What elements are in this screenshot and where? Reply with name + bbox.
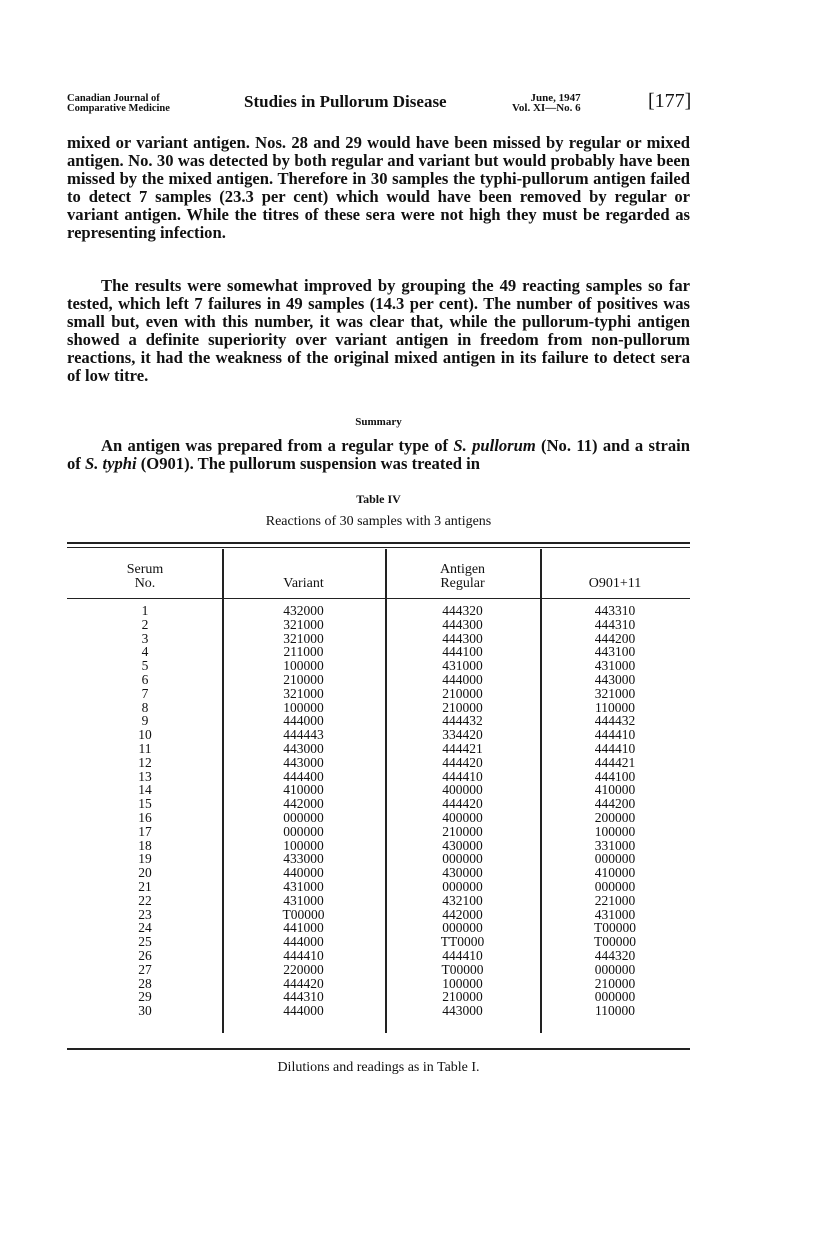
regular-value: 444100 — [442, 644, 483, 660]
serum-number: 21 — [138, 879, 152, 894]
serum-number: 11 — [138, 741, 152, 756]
serum-number: 23 — [138, 906, 152, 922]
variant-value: 100000 — [283, 699, 324, 715]
variant-value: 100000 — [283, 658, 324, 674]
o901-value: T00000 — [594, 920, 636, 936]
regular-value: 444420 — [442, 754, 483, 770]
variant-value: 444310 — [283, 989, 324, 1005]
table-row — [67, 811, 690, 825]
variant-value: 444410 — [283, 948, 324, 963]
variant-value: 443000 — [283, 741, 324, 756]
variant-value: 432000 — [283, 603, 324, 618]
serum-number: 6 — [141, 672, 149, 687]
variant-value: 444000 — [283, 1003, 324, 1019]
serum-number: 8 — [141, 699, 149, 715]
journal-line-2: Comparative Medicine — [67, 103, 170, 114]
regular-value: 444300 — [442, 616, 483, 632]
header-antigen — [385, 563, 540, 591]
serum-number: 17 — [138, 823, 152, 839]
table-row — [67, 1004, 690, 1018]
serum-number: 3 — [141, 630, 149, 646]
table-row — [67, 949, 690, 963]
o901-value: 444432 — [594, 713, 636, 729]
table-row — [67, 866, 690, 880]
variant-value: 321000 — [283, 616, 324, 632]
table-row — [67, 645, 690, 659]
table-row — [67, 659, 690, 673]
table-row — [67, 604, 690, 618]
table-row — [67, 742, 690, 756]
o901-value: 000000 — [594, 961, 636, 977]
serum-number: 29 — [138, 989, 152, 1005]
o901-value: 321000 — [594, 685, 636, 701]
variant-value: 220000 — [283, 961, 324, 977]
table-row — [67, 632, 690, 646]
serum-number: 4 — [141, 644, 149, 660]
regular-value: 000000 — [442, 920, 483, 936]
variant-value: 444400 — [283, 768, 324, 784]
o901-value: 000000 — [594, 851, 636, 867]
variant-value: 441000 — [283, 920, 324, 936]
summary-heading: Summary — [355, 416, 402, 428]
variant-value: 321000 — [283, 630, 324, 646]
regular-value: 210000 — [442, 989, 483, 1005]
variant-value: 440000 — [283, 865, 324, 881]
table-row — [67, 687, 690, 701]
serum-number: 30 — [138, 1003, 152, 1019]
o901-value: 444200 — [594, 796, 636, 812]
paragraph-text: mixed or variant antigen. Nos. 28 and 29 would have been missed by regular or mixed antigen. No. 30 was detected by both regular and variant but would probably have been missed by the mixed antigen. Therefore in 30 samples the typhi-pullorum antigen failed to detect 7 samples (23.3 per cent) which would have been removed by regular or variant antigen. While the titres of these sera were not high they must be regarded as representing infection. — [67, 133, 690, 242]
table-row — [67, 825, 690, 839]
header-o901: O901+11 — [588, 576, 642, 591]
regular-value: 400000 — [442, 810, 483, 825]
regular-value: 210000 — [442, 685, 483, 701]
serum-number: 18 — [138, 837, 152, 853]
serum-number: 2 — [141, 616, 149, 632]
table-row — [67, 880, 690, 894]
serum-number: 13 — [138, 768, 152, 784]
table-row — [67, 728, 690, 742]
serum-number: 20 — [138, 865, 152, 881]
regular-value: 444300 — [442, 630, 483, 646]
o901-value: 431000 — [594, 906, 636, 922]
o901-value: 443100 — [594, 644, 636, 660]
o901-value: 200000 — [594, 810, 636, 825]
o901-value: 444100 — [594, 768, 636, 784]
variant-value: T00000 — [282, 906, 325, 922]
variant-value: 444000 — [283, 934, 324, 950]
regular-value: 444410 — [442, 768, 483, 784]
regular-value: 444421 — [442, 741, 483, 756]
regular-value: 210000 — [442, 823, 483, 839]
serum-number: 28 — [138, 975, 152, 991]
regular-value: 432100 — [442, 892, 483, 908]
table-footnote: Dilutions and readings as in Table I. — [277, 1060, 480, 1075]
o901-value: 221000 — [594, 892, 636, 908]
regular-value: 430000 — [442, 865, 483, 881]
o901-value: 210000 — [594, 975, 636, 991]
table-row — [67, 921, 690, 935]
o901-value: 444421 — [594, 754, 636, 770]
regular-value: 431000 — [442, 658, 483, 674]
o901-value: 110000 — [595, 1003, 635, 1019]
header-text: Serum — [126, 562, 164, 577]
summary-text: (No. 11) and a strain of — [67, 436, 691, 473]
o901-value: 444310 — [594, 616, 636, 632]
table-row — [67, 977, 690, 991]
header-text: No. — [134, 576, 156, 591]
table-row — [67, 963, 690, 977]
header-variant: Variant — [283, 576, 324, 591]
variant-value: 000000 — [283, 823, 324, 839]
paragraph-2 — [67, 277, 690, 385]
variant-value: 431000 — [283, 892, 324, 908]
summary-text: An antigen was prepared from a regular type of — [101, 436, 454, 455]
o901-value: 431000 — [594, 658, 636, 674]
serum-number: 1 — [141, 603, 149, 618]
table-row — [67, 894, 690, 908]
header-text: Antigen — [439, 562, 486, 577]
variant-value: 431000 — [283, 879, 324, 894]
o901-value: 000000 — [594, 989, 636, 1005]
summary-italic: S. pullorum — [453, 436, 536, 455]
regular-value: 444320 — [442, 603, 483, 618]
regular-value: 000000 — [442, 851, 483, 867]
table-row — [67, 839, 690, 853]
table-row — [67, 935, 690, 949]
regular-value: 444000 — [442, 672, 483, 687]
regular-value: 000000 — [442, 879, 483, 894]
regular-value: TT0000 — [440, 934, 485, 950]
table-top-rule — [67, 542, 690, 544]
variant-value: 444420 — [283, 975, 324, 991]
paragraph-1 — [67, 134, 690, 242]
journal-line-1: Canadian Journal of — [67, 93, 160, 104]
table-row — [67, 908, 690, 922]
summary-text: (O901). The pullorum suspension was treated in — [136, 454, 480, 473]
regular-value: 444410 — [442, 948, 483, 963]
o901-value: 410000 — [594, 782, 636, 798]
serum-number: 22 — [138, 892, 152, 908]
table-row — [67, 756, 690, 770]
header-regular: Regular — [440, 576, 485, 591]
summary-italic: S. typhi — [84, 454, 137, 473]
o901-value: 410000 — [594, 865, 636, 881]
regular-value: 100000 — [442, 975, 483, 991]
regular-value: 444432 — [442, 713, 483, 729]
o901-value: 000000 — [594, 879, 636, 894]
variant-value: 443000 — [283, 754, 324, 770]
serum-number: 26 — [138, 948, 152, 963]
table-row — [67, 797, 690, 811]
journal-name — [67, 94, 170, 114]
table-row — [67, 701, 690, 715]
serum-number: 19 — [138, 851, 152, 867]
table-row — [67, 770, 690, 784]
regular-value: 430000 — [442, 837, 483, 853]
variant-value: 433000 — [283, 851, 324, 867]
serum-number: 7 — [141, 685, 149, 701]
table-row — [67, 618, 690, 632]
serum-number: 9 — [141, 713, 149, 729]
variant-value: 444443 — [283, 727, 324, 743]
serum-number: 10 — [138, 727, 152, 743]
table-row — [67, 673, 690, 687]
variant-value: 444000 — [283, 713, 324, 729]
o901-value: 444200 — [594, 630, 636, 646]
serum-number: 14 — [138, 782, 152, 798]
regular-value: 443000 — [442, 1003, 483, 1019]
serum-number: 27 — [138, 961, 152, 977]
regular-value: 444420 — [442, 796, 483, 812]
o901-value: 444410 — [594, 741, 636, 756]
summary-paragraph — [67, 437, 690, 473]
serum-number: 5 — [141, 658, 149, 674]
o901-value: 331000 — [594, 837, 636, 853]
serum-number: 25 — [138, 934, 152, 950]
o901-value: 443310 — [594, 603, 636, 618]
o901-value: T00000 — [594, 934, 636, 950]
header-serum — [107, 563, 183, 591]
paragraph-text: The results were somewhat improved by grouping the 49 reacting samples so far tested, which left 7 failures in 49 samples (14.3 per cent). The number of positives was small but, even with this number, it was clear that, while the pullorum-typhi antigen showed a definite superiority over variant antigen in freedom from non-pullorum reactions, it had the weakness of the original mixed antigen in its failure to detect sera of low titre. — [67, 276, 690, 385]
regular-value: 334420 — [442, 727, 483, 743]
table-row — [67, 990, 690, 1004]
regular-value: T00000 — [441, 961, 484, 977]
variant-value: 410000 — [283, 782, 324, 798]
serum-number: 12 — [138, 754, 152, 770]
variant-value: 442000 — [283, 796, 324, 812]
variant-value: 100000 — [283, 837, 324, 853]
variant-value: 000000 — [283, 810, 324, 825]
issue-info — [512, 93, 581, 113]
o901-value: 444320 — [594, 948, 636, 963]
serum-number: 16 — [138, 810, 152, 825]
issue-volume: Vol. XI—No. 6 — [512, 102, 581, 114]
table-row — [67, 852, 690, 866]
variant-value: 321000 — [283, 685, 324, 701]
table-header-rule — [67, 598, 690, 599]
issue-date: June, 1947 — [530, 92, 581, 104]
o901-value: 444410 — [594, 727, 636, 743]
running-title: Studies in Pullorum Disease — [244, 92, 447, 111]
table-heading: Table IV — [356, 492, 401, 506]
regular-value: 210000 — [442, 699, 483, 715]
serum-number: 24 — [138, 920, 152, 936]
regular-value: 442000 — [442, 906, 483, 922]
serum-number: 15 — [138, 796, 152, 812]
o901-value: 110000 — [595, 699, 635, 715]
o901-value: 100000 — [594, 823, 636, 839]
table-top-rule — [67, 547, 690, 548]
regular-value: 400000 — [442, 782, 483, 798]
page-number: [177] — [648, 90, 692, 112]
variant-value: 210000 — [283, 672, 324, 687]
variant-value: 211000 — [283, 644, 324, 660]
table-row — [67, 783, 690, 797]
table-row — [67, 714, 690, 728]
table-bottom-rule — [67, 1048, 690, 1050]
o901-value: 443000 — [594, 672, 636, 687]
table-caption: Reactions of 30 samples with 3 antigens — [265, 514, 492, 529]
